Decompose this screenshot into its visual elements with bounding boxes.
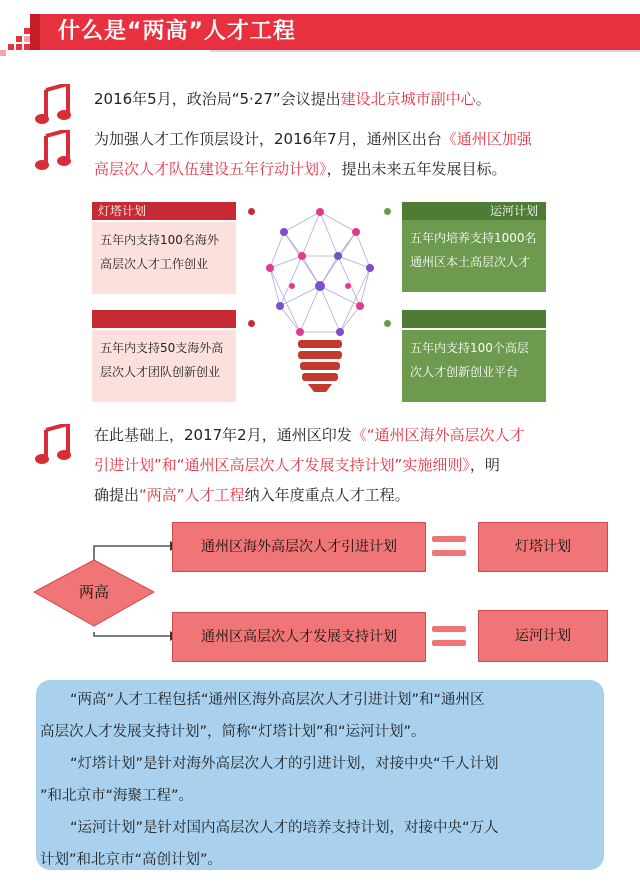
para3-line3b: “两高”人才工程: [139, 486, 245, 504]
diamond-label: 两高: [78, 583, 109, 601]
music-note-icon: [34, 84, 72, 126]
para2-line2b: ，提出未来五年发展目标。: [326, 160, 507, 178]
header-squares-decoration: [0, 28, 34, 56]
lighthouse-plan-tab-2: [92, 310, 236, 328]
equals-sign: [432, 536, 466, 556]
lighthouse-team-box: 五年内支持50支海外高层次人才团队创新创业: [92, 330, 236, 402]
summary-line: 高层次人才发展支持计划”，简称“灯塔计划”和“运河计划”。: [40, 724, 426, 740]
summary-line: “两高”人才工程包括“通州区海外高层次人才引进计划”和“通州区: [70, 692, 485, 708]
para2-line2a: 高层次人才队伍建设五年行动计划》: [94, 160, 327, 178]
equals-sign: [432, 626, 466, 646]
para3-line2b: ，明: [469, 456, 500, 474]
intro-paragraph: [94, 84, 491, 114]
summary-line: “灯塔计划”是针对海外高层次人才的引进计划，对接中央“千人计划: [70, 756, 499, 772]
para1-end: 。: [475, 90, 491, 108]
talent-development-plan-box: 通州区高层次人才发展支持计划: [172, 612, 426, 662]
canal-goal-box: 五年内培养支持1000名通州区本土高层次人才: [402, 220, 546, 292]
lighthouse-plan-box: 灯塔计划: [478, 522, 608, 572]
para2-line1b: 《通州区加强: [441, 130, 532, 148]
summary-line: 计划”和北京市“高创计划”。: [40, 852, 223, 868]
summary-line: “运河计划”是针对国内高层次人才的培养支持计划，对接中央“万人: [70, 820, 499, 836]
connector-dot: [384, 320, 391, 327]
canal-plan-tab: 运河计划: [402, 202, 546, 220]
lighthouse-plan-tab: 灯塔计划: [92, 202, 236, 220]
connector-dot: [248, 320, 255, 327]
para2-line1a: 为加强人才工作顶层设计，2016年7月，通州区出台: [94, 130, 442, 148]
para3-line1a: 在此基础上，2017年2月，通州区印发: [94, 426, 352, 444]
para3-line1b: 《“通州区海外高层次人才: [351, 426, 525, 444]
canal-plan-box: 运河计划: [478, 610, 608, 662]
canal-plan-tab-2: [402, 310, 546, 328]
overseas-talent-plan-box: 通州区海外高层次人才引进计划: [172, 522, 426, 572]
para1-text: 2016年5月，政治局“5·27”会议提出: [94, 90, 341, 108]
action-plan-paragraph: [94, 124, 614, 184]
connector-dot: [248, 208, 255, 215]
music-note-icon: [34, 130, 72, 172]
canal-platform-box: 五年内支持100个高层次人才创新创业平台: [402, 330, 546, 402]
network-lightbulb-illustration: [262, 206, 378, 392]
summary-line: ”和北京市“海聚工程”。: [40, 788, 194, 804]
music-note-icon: [34, 424, 72, 466]
para3-line3a: 确提出: [94, 486, 140, 504]
para3-line3c: 纳入年度重点人才工程。: [244, 486, 410, 504]
para1-highlight: 建设北京城市副中心: [340, 90, 476, 108]
lighthouse-goal-box: 五年内支持100名海外高层次人才工作创业: [92, 222, 236, 294]
connector-dot: [384, 208, 391, 215]
para3-line2a: 引进计划”和“通州区高层次人才发展支持计划”实施细则》: [94, 456, 470, 474]
implementation-paragraph: [94, 420, 614, 510]
page-title: 什么是“两高”人才工程: [58, 19, 296, 44]
summary-text: [40, 684, 600, 876]
